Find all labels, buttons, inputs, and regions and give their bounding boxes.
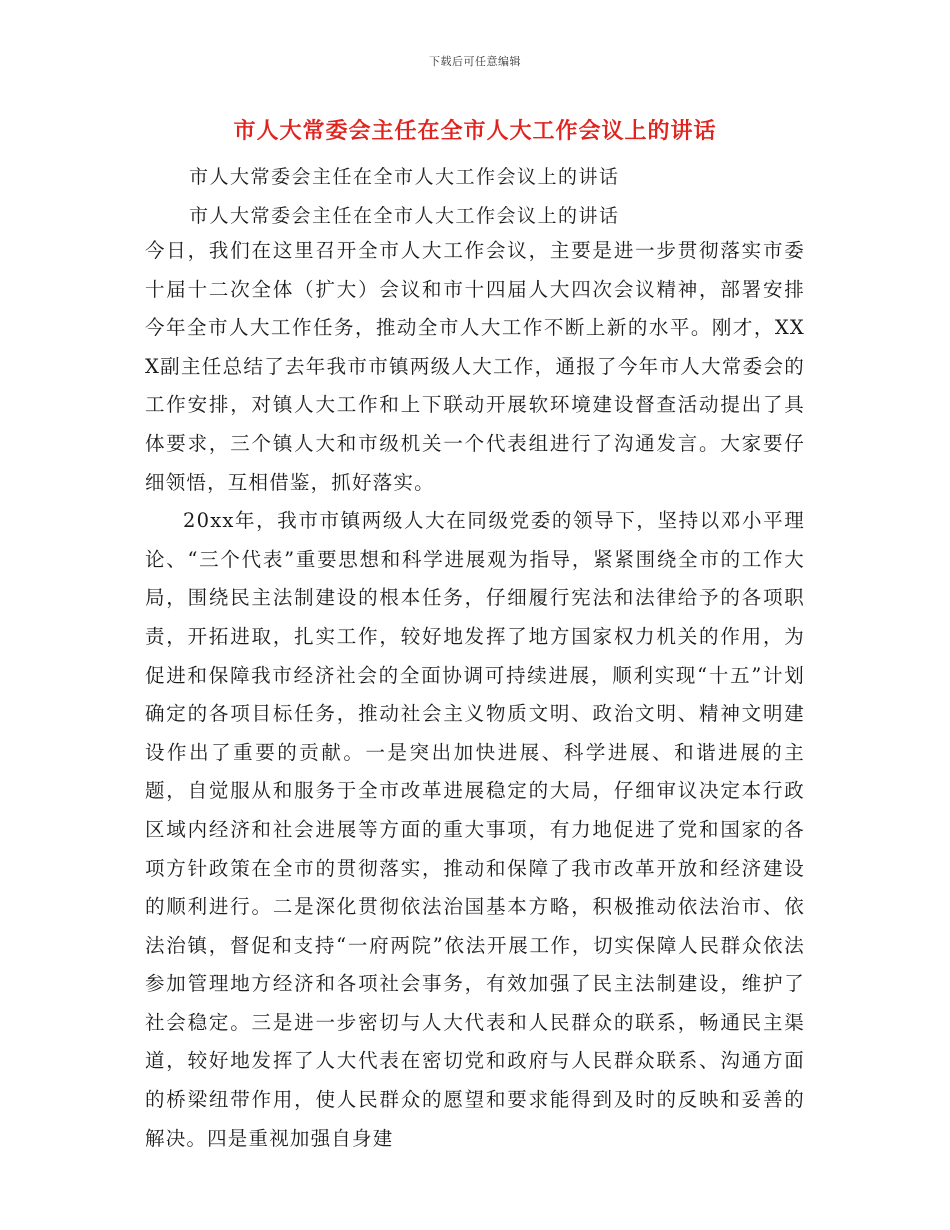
- document-subtitle: 市人大常委会主任在全市人大工作会议上的讲话: [189, 205, 620, 227]
- document-title: 市人大常委会主任在全市人大工作会议上的讲话: [233, 118, 717, 144]
- body-paragraph: 今日，我们在这里召开全市人大工作会议，主要是进一步贯彻落实市委十届十二次全体（扩大）会议和市十四届人大四次会议精神，部署安排今年全市人大工作任务，推动全市人大工作不断上新的水平。刚才，XXX副主任总结了去年我市市镇两级人大工作，通报了今年市人大常委会的工作安排，对镇人大工作和上下联动开展软环境建设督查活动提出了具体要求，三个镇人大和市级机关一个代表组进行了沟通发言。大家要仔细领悟，互相借鉴，抓好落实。: [145, 239, 805, 494]
- document-body: [145, 232, 805, 1158]
- document-subtitle: 市人大常委会主任在全市人大工作会议上的讲话: [189, 166, 620, 188]
- body-paragraph: 20xx年，我市市镇两级人大在同级党委的领导下，坚持以邓小平理论、“三个代表”重要思想和科学进展观为指导，紧紧围绕全市的工作大局，围绕民主法制建设的根本任务，仔细履行宪法和法律给予的各项职责，开拓进取，扎实工作，较好地发挥了地方国家权力机关的作用，为促进和保障我市经济社会的全面协调可持续进展，顺利实现“十五”计划确定的各项目标任务，推动社会主义物质文明、政治文明、精神文明建设作出了重要的贡献。一是突出加快进展、科学进展、和谐进展的主题，自觉服从和服务于全市改革进展稳定的大局，仔细审议决定本行政区域内经济和社会进展等方面的重大事项，有力地促进了党和国家的各项方针政策在全市的贯彻落实，推动和保障了我市改革开放和经济建设的顺利进行。二是深化贯彻依法治国基本方略，积极推动依法治市、依法治镇，督促和支持“一府两院”依法开展工作，切实保障人民群众依法参加管理地方经济和各项社会事务，有效加强了民主法制建设，维护了社会稳定。三是进一步密切与人大代表和人民群众的联系，畅通民主渠道，较好地发挥了人大代表在密切党和政府与人民群众联系、沟通方面的桥梁纽带作用，使人民群众的愿望和要求能得到及时的反映和妥善的解决。四是重视加强自身建: [145, 509, 805, 1150]
- header-note: 下载后可任意编辑: [429, 55, 521, 68]
